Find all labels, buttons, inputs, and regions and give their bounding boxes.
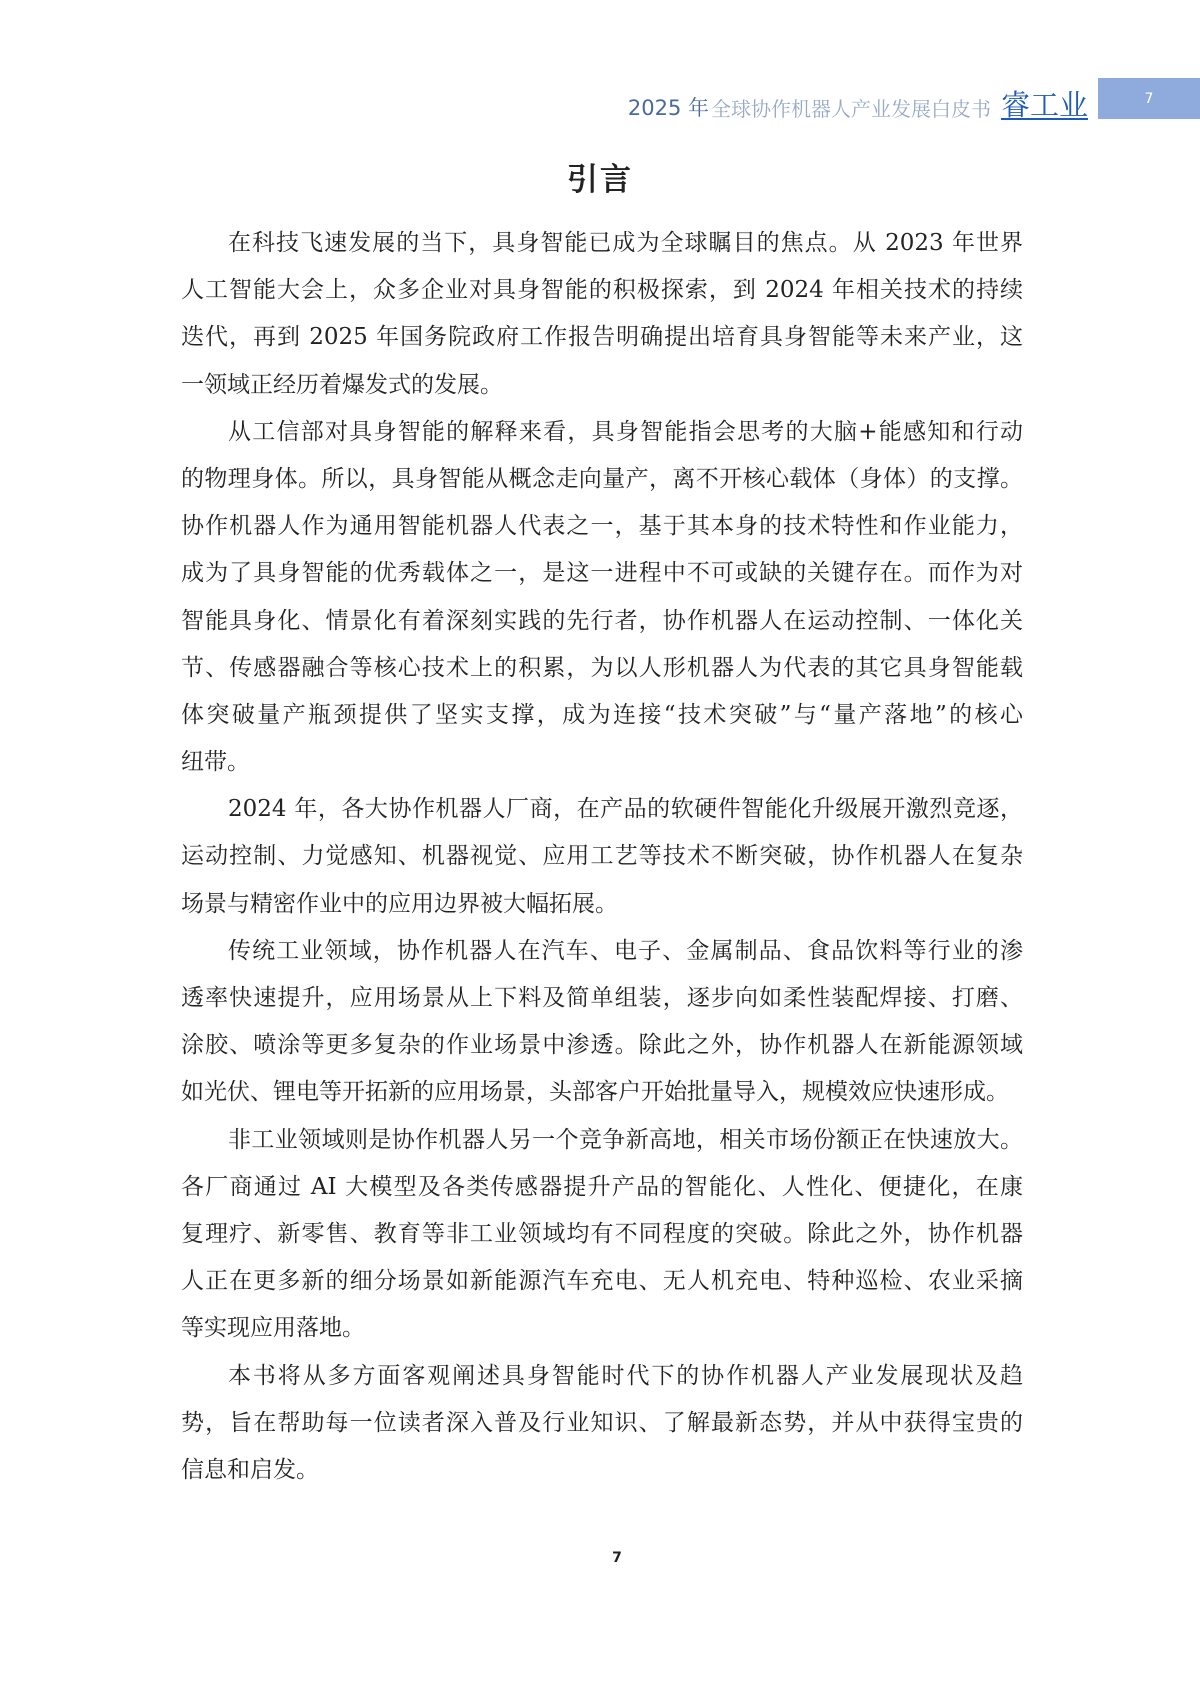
paragraph (181, 928, 1023, 1117)
text-line: 人正在更多新的细分场景如新能源汽车充电、无人机充电、特种巡检、农业采摘 (181, 1268, 1023, 1295)
text-line: 在科技飞速发展的当下，具身智能已成为全球瞩目的焦点。从 2023 年世界 (228, 230, 1023, 256)
paragraph (181, 1353, 1023, 1495)
text-line: 势，旨在帮助每一位读者深入普及行业知识、了解最新态势，并从中获得宝贵的 (181, 1409, 1023, 1436)
text-line: 人工智能大会上，众多企业对具身智能的积极探索，到 2024 年相关技术的持续 (181, 277, 1023, 304)
paragraph (181, 1117, 1023, 1353)
paragraph (181, 409, 1023, 787)
text-line: 传统工业领域，协作机器人在汽车、电子、金属制品、食品饮料等行业的渗 (228, 937, 1023, 964)
text-line: 等实现应用落地。 (181, 1315, 365, 1342)
text-line: 的物理身体。所以，具身智能从概念走向量产，离不开核心载体（身体）的支撑。 (181, 465, 1023, 492)
header-year: 2025 年 (627, 96, 709, 120)
text-line: 2024 年，各大协作机器人厂商，在产品的软硬件智能化升级展开激烈竞逐， (228, 796, 1023, 823)
text-line: 涂胶、喷涂等更多复杂的作业场景中渗透。除此之外，协作机器人在新能源领域 (181, 1032, 1023, 1059)
header-page-tab (1098, 78, 1200, 119)
text-line: 成为了具身智能的优秀载体之一，是这一进程中不可或缺的关键存在。而作为对 (181, 560, 1023, 587)
text-line: 场景与精密作业中的应用边界被大幅拓展。 (181, 890, 618, 917)
text-line: 各厂商通过 AI 大模型及各类传感器提升产品的智能化、人性化、便捷化，在康 (181, 1173, 1023, 1200)
body-text (181, 220, 1023, 1494)
text-line: 复理疗、新零售、教育等非工业领域均有不同程度的突破。除此之外，协作机器 (181, 1220, 1023, 1247)
page-number: 7 (612, 1550, 622, 1566)
text-line: 非工业领域则是协作机器人另一个竞争新高地，相关市场份额正在快速放大。 (228, 1126, 1023, 1153)
text-line: 体突破量产瓶颈提供了坚实支撑，成为连接“技术突破”与“量产落地”的核心 (181, 701, 1023, 728)
page-title: 引言 (567, 162, 633, 198)
text-line: 一领域正经历着爆发式的发展。 (181, 371, 503, 398)
text-line: 节、传感器融合等核心技术上的积累，为以人形机器人为代表的其它具身智能载 (181, 654, 1023, 681)
text-line: 纽带。 (181, 749, 250, 776)
text-line: 迭代，再到 2025 年国务院政府工作报告明确提出培育具身智能等未来产业，这 (181, 324, 1023, 351)
text-line: 如光伏、锂电等开拓新的应用场景，头部客户开始批量导入，规模效应快速形成。 (181, 1079, 1009, 1106)
text-line: 从工信部对具身智能的解释来看，具身智能指会思考的大脑+能感知和行动 (228, 418, 1023, 445)
text-line: 协作机器人作为通用智能机器人代表之一，基于其本身的技术特性和作业能力， (181, 513, 1023, 540)
text-line: 信息和启发。 (181, 1456, 319, 1483)
text-line: 运动控制、力觉感知、机器视觉、应用工艺等技术不断突破，协作机器人在复杂 (181, 843, 1023, 870)
brand-logo: 睿工业 (1000, 88, 1088, 122)
text-line: 透率快速提升，应用场景从上下料及简单组装，逐步向如柔性装配焊接、打磨、 (181, 985, 1023, 1011)
paragraph (181, 220, 1023, 409)
text-line: 本书将从多方面客观阐述具身智能时代下的协作机器人产业发展现状及趋 (228, 1362, 1023, 1389)
header-page-number: 7 (1144, 90, 1154, 107)
text-line: 智能具身化、情景化有着深刻实践的先行者，协作机器人在运动控制、一体化关 (181, 607, 1023, 634)
running-header (628, 84, 1088, 122)
header-title: 全球协作机器人产业发展白皮书 (710, 97, 991, 121)
paragraph (181, 786, 1023, 928)
